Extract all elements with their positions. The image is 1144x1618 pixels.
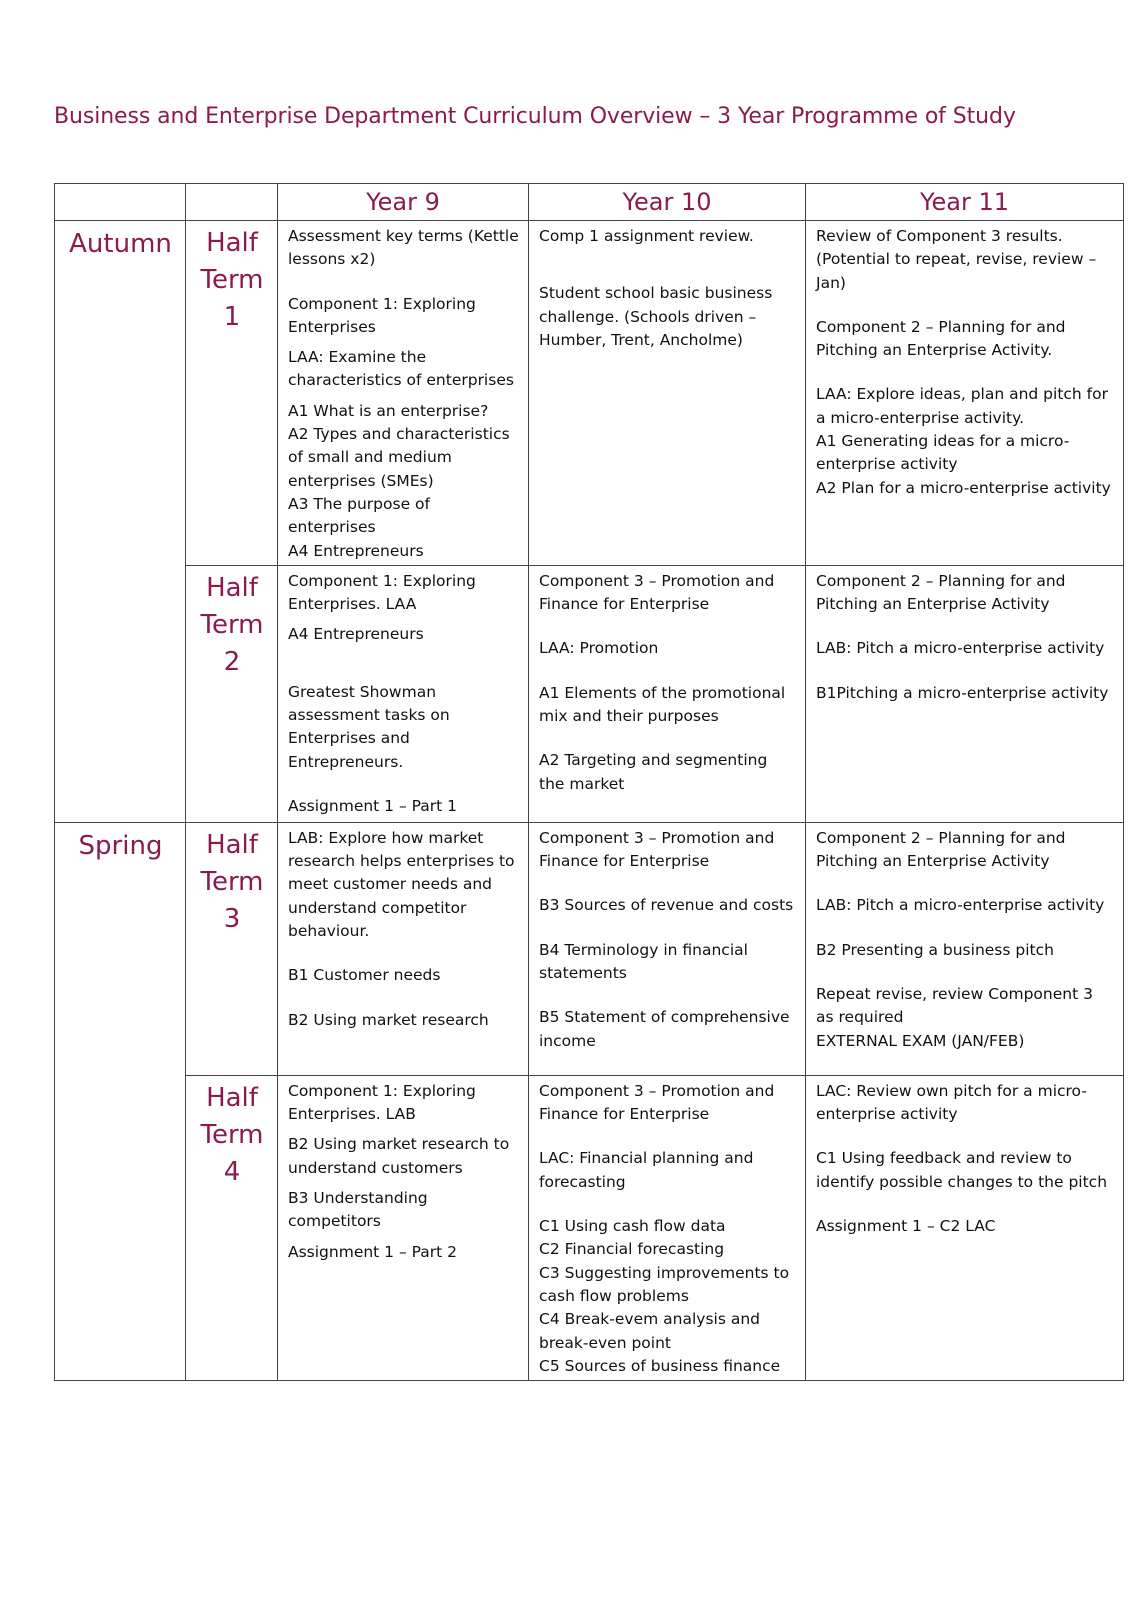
cell-text: A1 Generating ideas for a micro-enterprise activity bbox=[816, 432, 1070, 474]
cell-y10-t4 bbox=[529, 1075, 806, 1380]
cell-text: Component 3 – Promotion and Finance for Enterprise bbox=[539, 1081, 775, 1124]
cell-text: LAA: Explore ideas, plan and pitch for a micro-enterprise activity. bbox=[816, 385, 1108, 427]
curriculum-table bbox=[54, 183, 1124, 1381]
season-autumn: Autumn bbox=[55, 221, 186, 823]
cell-text: EXTERNAL EXAM (JAN/FEB) bbox=[816, 1031, 1025, 1050]
cell-y11-t1 bbox=[806, 221, 1124, 566]
cell-text: LAA: Examine the characteristics of enterprises bbox=[288, 348, 514, 390]
cell-y10-t2 bbox=[529, 565, 806, 822]
season-spring: Spring bbox=[55, 822, 186, 1380]
term-4 bbox=[186, 1075, 278, 1380]
cell-text: Component 2 – Planning for and Pitching an Enterprise Activity bbox=[816, 571, 1066, 614]
cell-text: A2 Targeting and segmenting the market bbox=[539, 751, 768, 793]
cell-text: Assessment key terms (Kettle lessons x2) bbox=[288, 227, 519, 269]
cell-text: B3 Sources of revenue and costs bbox=[539, 896, 794, 915]
cell-text: LAC: Financial planning and forecasting bbox=[539, 1149, 754, 1191]
cell-text: Repeat revise, review Component 3 as required bbox=[816, 985, 1093, 1027]
term-2-word-half: Half bbox=[206, 572, 258, 603]
cell-text: B1Pitching a micro-enterprise activity bbox=[816, 683, 1109, 702]
cell-text: A2 Types and characteristics of small and medium enterprises (SMEs) bbox=[288, 425, 510, 490]
page-title: Business and Enterprise Department Curriculum Overview – 3 Year Programme of Study bbox=[54, 104, 1016, 129]
header-blank-1 bbox=[55, 184, 186, 221]
row-half-term-1 bbox=[55, 221, 1124, 566]
term-1-number: 1 bbox=[223, 302, 241, 332]
cell-text: Component 1: Exploring Enterprises bbox=[288, 294, 476, 336]
cell-text: Student school basic business challenge. (Schools driven – Humber, Trent, Ancholme) bbox=[539, 284, 773, 349]
term-4-word-half: Half bbox=[206, 1082, 258, 1113]
cell-text: Component 2 – Planning for and Pitching an Enterprise Activity. bbox=[816, 317, 1066, 360]
row-half-term-4 bbox=[55, 1075, 1124, 1380]
cell-y11-t3 bbox=[806, 822, 1124, 1075]
cell-text: LAB: Pitch a micro-enterprise activity bbox=[816, 896, 1105, 915]
cell-text: Assignment 1 – Part 2 bbox=[288, 1242, 458, 1261]
cell-text: C1 Using cash flow data bbox=[539, 1217, 726, 1236]
term-4-word-term: Term bbox=[200, 1119, 264, 1150]
term-1-word-half: Half bbox=[206, 228, 258, 258]
cell-text: B4 Terminology in financial statements bbox=[539, 940, 748, 983]
header-blank-2 bbox=[186, 184, 278, 221]
cell-text: A4 Entrepreneurs bbox=[288, 625, 424, 644]
term-2-word-term: Term bbox=[200, 609, 264, 640]
cell-text: Greatest Showman assessment tasks on Enterprises and Entrepreneurs. bbox=[288, 682, 450, 771]
cell-text: C2 Financial forecasting bbox=[539, 1240, 725, 1259]
cell-text: B5 Statement of comprehensive income bbox=[539, 1008, 790, 1050]
term-4-number: 4 bbox=[223, 1156, 241, 1187]
cell-y9-t2 bbox=[278, 565, 529, 822]
cell-text: Component 3 – Promotion and Finance for Enterprise bbox=[539, 828, 775, 871]
cell-text: A3 The purpose of enterprises bbox=[288, 494, 430, 537]
term-1 bbox=[186, 221, 278, 566]
cell-y9-t1 bbox=[278, 221, 529, 566]
cell-text: LAA: Promotion bbox=[539, 639, 659, 658]
cell-text: A2 Plan for a micro-enterprise activity bbox=[816, 478, 1111, 497]
cell-text: A1 What is an enterprise? bbox=[288, 401, 489, 420]
cell-y10-t3 bbox=[529, 822, 806, 1075]
cell-text: LAB: Pitch a micro-enterprise activity bbox=[816, 639, 1105, 658]
cell-y10-t1 bbox=[529, 221, 806, 566]
header-row bbox=[55, 184, 1124, 221]
cell-text: Component 1: Exploring Enterprises. LAB bbox=[288, 1081, 476, 1124]
cell-text: Component 1: Exploring Enterprises. LAA bbox=[288, 571, 476, 614]
header-year-9: Year 9 bbox=[278, 184, 529, 221]
cell-text: LAB: Explore how market research helps enterprises to meet customer needs and understand competitor behaviour. bbox=[288, 828, 515, 941]
cell-text: Component 3 – Promotion and Finance for Enterprise bbox=[539, 571, 775, 614]
cell-text: Component 2 – Planning for and Pitching an Enterprise Activity bbox=[816, 828, 1066, 871]
cell-text: B2 Using market research bbox=[288, 1010, 489, 1029]
term-3-word-half: Half bbox=[206, 829, 258, 860]
term-1-word-term: Term bbox=[200, 265, 264, 295]
row-half-term-3 bbox=[55, 822, 1124, 1075]
cell-text: B2 Presenting a business pitch bbox=[816, 940, 1054, 959]
cell-text: B2 Using market research to understand customers bbox=[288, 1135, 510, 1177]
cell-text: A1 Elements of the promotional mix and their purposes bbox=[539, 683, 786, 726]
cell-text: C4 Break-evem analysis and break-even point bbox=[539, 1310, 760, 1352]
cell-text: C1 Using feedback and review to identify possible changes to the pitch bbox=[816, 1149, 1108, 1191]
cell-text: Assignment 1 – Part 1 bbox=[288, 796, 458, 815]
cell-y11-t4 bbox=[806, 1075, 1124, 1380]
cell-text: B1 Customer needs bbox=[288, 966, 441, 985]
term-2-number: 2 bbox=[223, 646, 241, 677]
cell-text: A4 Entrepreneurs bbox=[288, 541, 424, 560]
cell-text: LAC: Review own pitch for a micro-enterprise activity bbox=[816, 1081, 1087, 1124]
cell-y9-t3 bbox=[278, 822, 529, 1075]
term-3-word-term: Term bbox=[200, 866, 264, 897]
row-half-term-2 bbox=[55, 565, 1124, 822]
header-year-10: Year 10 bbox=[529, 184, 806, 221]
term-3-number: 3 bbox=[223, 903, 241, 934]
cell-text: Comp 1 assignment review. bbox=[539, 227, 754, 245]
header-year-11: Year 11 bbox=[806, 184, 1124, 221]
cell-text: Review of Component 3 results. (Potential to repeat, revise, review – Jan) bbox=[816, 227, 1097, 292]
cell-text: Assignment 1 – C2 LAC bbox=[816, 1217, 996, 1236]
term-3 bbox=[186, 822, 278, 1075]
cell-y11-t2 bbox=[806, 565, 1124, 822]
cell-text: B3 Understanding competitors bbox=[288, 1189, 428, 1231]
cell-text: C3 Suggesting improvements to cash flow problems bbox=[539, 1263, 790, 1305]
cell-y9-t4 bbox=[278, 1075, 529, 1380]
term-2 bbox=[186, 565, 278, 822]
cell-text: C5 Sources of business finance bbox=[539, 1356, 781, 1375]
